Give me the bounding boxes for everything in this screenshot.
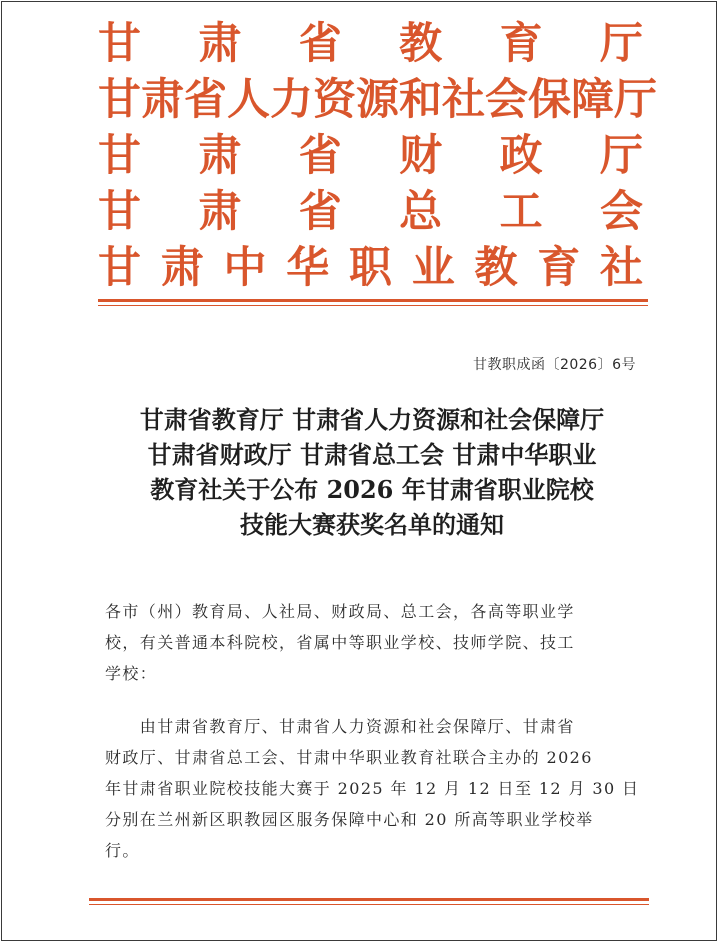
- org-name-line: [98, 18, 643, 70]
- org-name-char: 教: [474, 243, 518, 293]
- org-name-char: 肃: [198, 131, 242, 181]
- footer-red-rule-thin: [89, 904, 649, 905]
- org-name-char: 育: [499, 19, 543, 69]
- salutation-line: 校，有关普通本科院校，省属中等职业学校、技师学院、技工: [105, 633, 575, 652]
- org-name-char: 省: [298, 19, 342, 69]
- header-red-rule-thick: [98, 299, 648, 302]
- org-name-char: 社: [600, 243, 643, 293]
- org-name-char: 总: [399, 187, 443, 237]
- org-name-char: 会: [599, 187, 643, 237]
- org-name-char: 育: [537, 243, 581, 293]
- org-name-char: 力: [270, 75, 313, 125]
- org-name-char: 肃: [160, 243, 204, 293]
- footer-red-rule-thick: [89, 898, 649, 901]
- org-name-char: 厅: [599, 19, 643, 69]
- document-number: 甘教职成函〔2026〕6号: [472, 357, 636, 373]
- salutation-line: 学校：: [105, 664, 158, 683]
- org-name-char: 业: [411, 243, 455, 293]
- org-name-line: [98, 242, 643, 294]
- title-line: 技能大赛获奖名单的通知: [240, 510, 504, 539]
- org-name-char: 肃: [198, 187, 242, 237]
- document-page: [1, 1, 717, 941]
- org-name-line: [98, 74, 657, 126]
- paragraph-line: 分别在兰州新区职教园区服务保障中心和 20 所高等职业学校举: [105, 810, 594, 829]
- org-name-char: 人: [227, 75, 270, 125]
- paragraph-line: 行。: [105, 841, 140, 860]
- org-name-char: 政: [499, 131, 543, 181]
- org-name-char: 厅: [614, 75, 657, 125]
- org-name-char: 中: [223, 243, 267, 293]
- paragraph-line: 财政厅、甘肃省总工会、甘肃中华职业教育社联合主办的 2026: [105, 748, 593, 767]
- org-name-char: 资: [313, 75, 356, 125]
- org-name-char: 甘: [98, 131, 141, 181]
- org-name-char: 社: [442, 75, 485, 125]
- org-name-char: 肃: [141, 75, 184, 125]
- org-name-line: [98, 186, 643, 238]
- org-name-char: 会: [485, 75, 528, 125]
- org-name-char: 职: [349, 243, 392, 293]
- org-name-char: 省: [184, 75, 227, 125]
- document-title: [82, 402, 662, 542]
- org-name-char: 甘: [98, 75, 141, 125]
- org-name-char: 华: [286, 243, 330, 293]
- org-name-char: 财: [399, 131, 443, 181]
- org-name-char: 甘: [98, 19, 141, 69]
- org-name-char: 甘: [98, 187, 141, 237]
- org-name-char: 厅: [599, 131, 643, 181]
- title-line: 甘肃省教育厅 甘肃省人力资源和社会保障厅: [139, 405, 605, 434]
- org-name-char: 障: [571, 75, 614, 125]
- salutation: [105, 596, 650, 689]
- header-red-rule-thin: [98, 305, 648, 306]
- org-name-line: [98, 130, 643, 182]
- org-name-char: 省: [298, 131, 342, 181]
- paragraph-line: 年甘肃省职业院校技能大赛于 2025 年 12 月 12 日至 12 月 30 日: [105, 779, 640, 798]
- org-name-char: 甘: [98, 243, 141, 293]
- title-line: 甘肃省财政厅 甘肃省总工会 甘肃中华职业: [147, 440, 597, 469]
- org-name-char: 教: [399, 19, 443, 69]
- org-name-char: 省: [298, 187, 342, 237]
- title-line: 教育社关于公布 2026 年甘肃省职业院校: [150, 475, 594, 504]
- body-paragraph: [105, 711, 650, 866]
- org-name-char: 源: [356, 75, 399, 125]
- salutation-line: 各市（州）教育局、人社局、财政局、总工会，各高等职业学: [105, 602, 575, 621]
- org-name-char: 工: [499, 187, 543, 237]
- org-name-char: 肃: [198, 19, 242, 69]
- paragraph-line: 由甘肃省教育厅、甘肃省人力资源和社会保障厅、甘肃省: [105, 717, 575, 736]
- org-name-char: 保: [528, 75, 571, 125]
- org-name-char: 和: [399, 75, 442, 125]
